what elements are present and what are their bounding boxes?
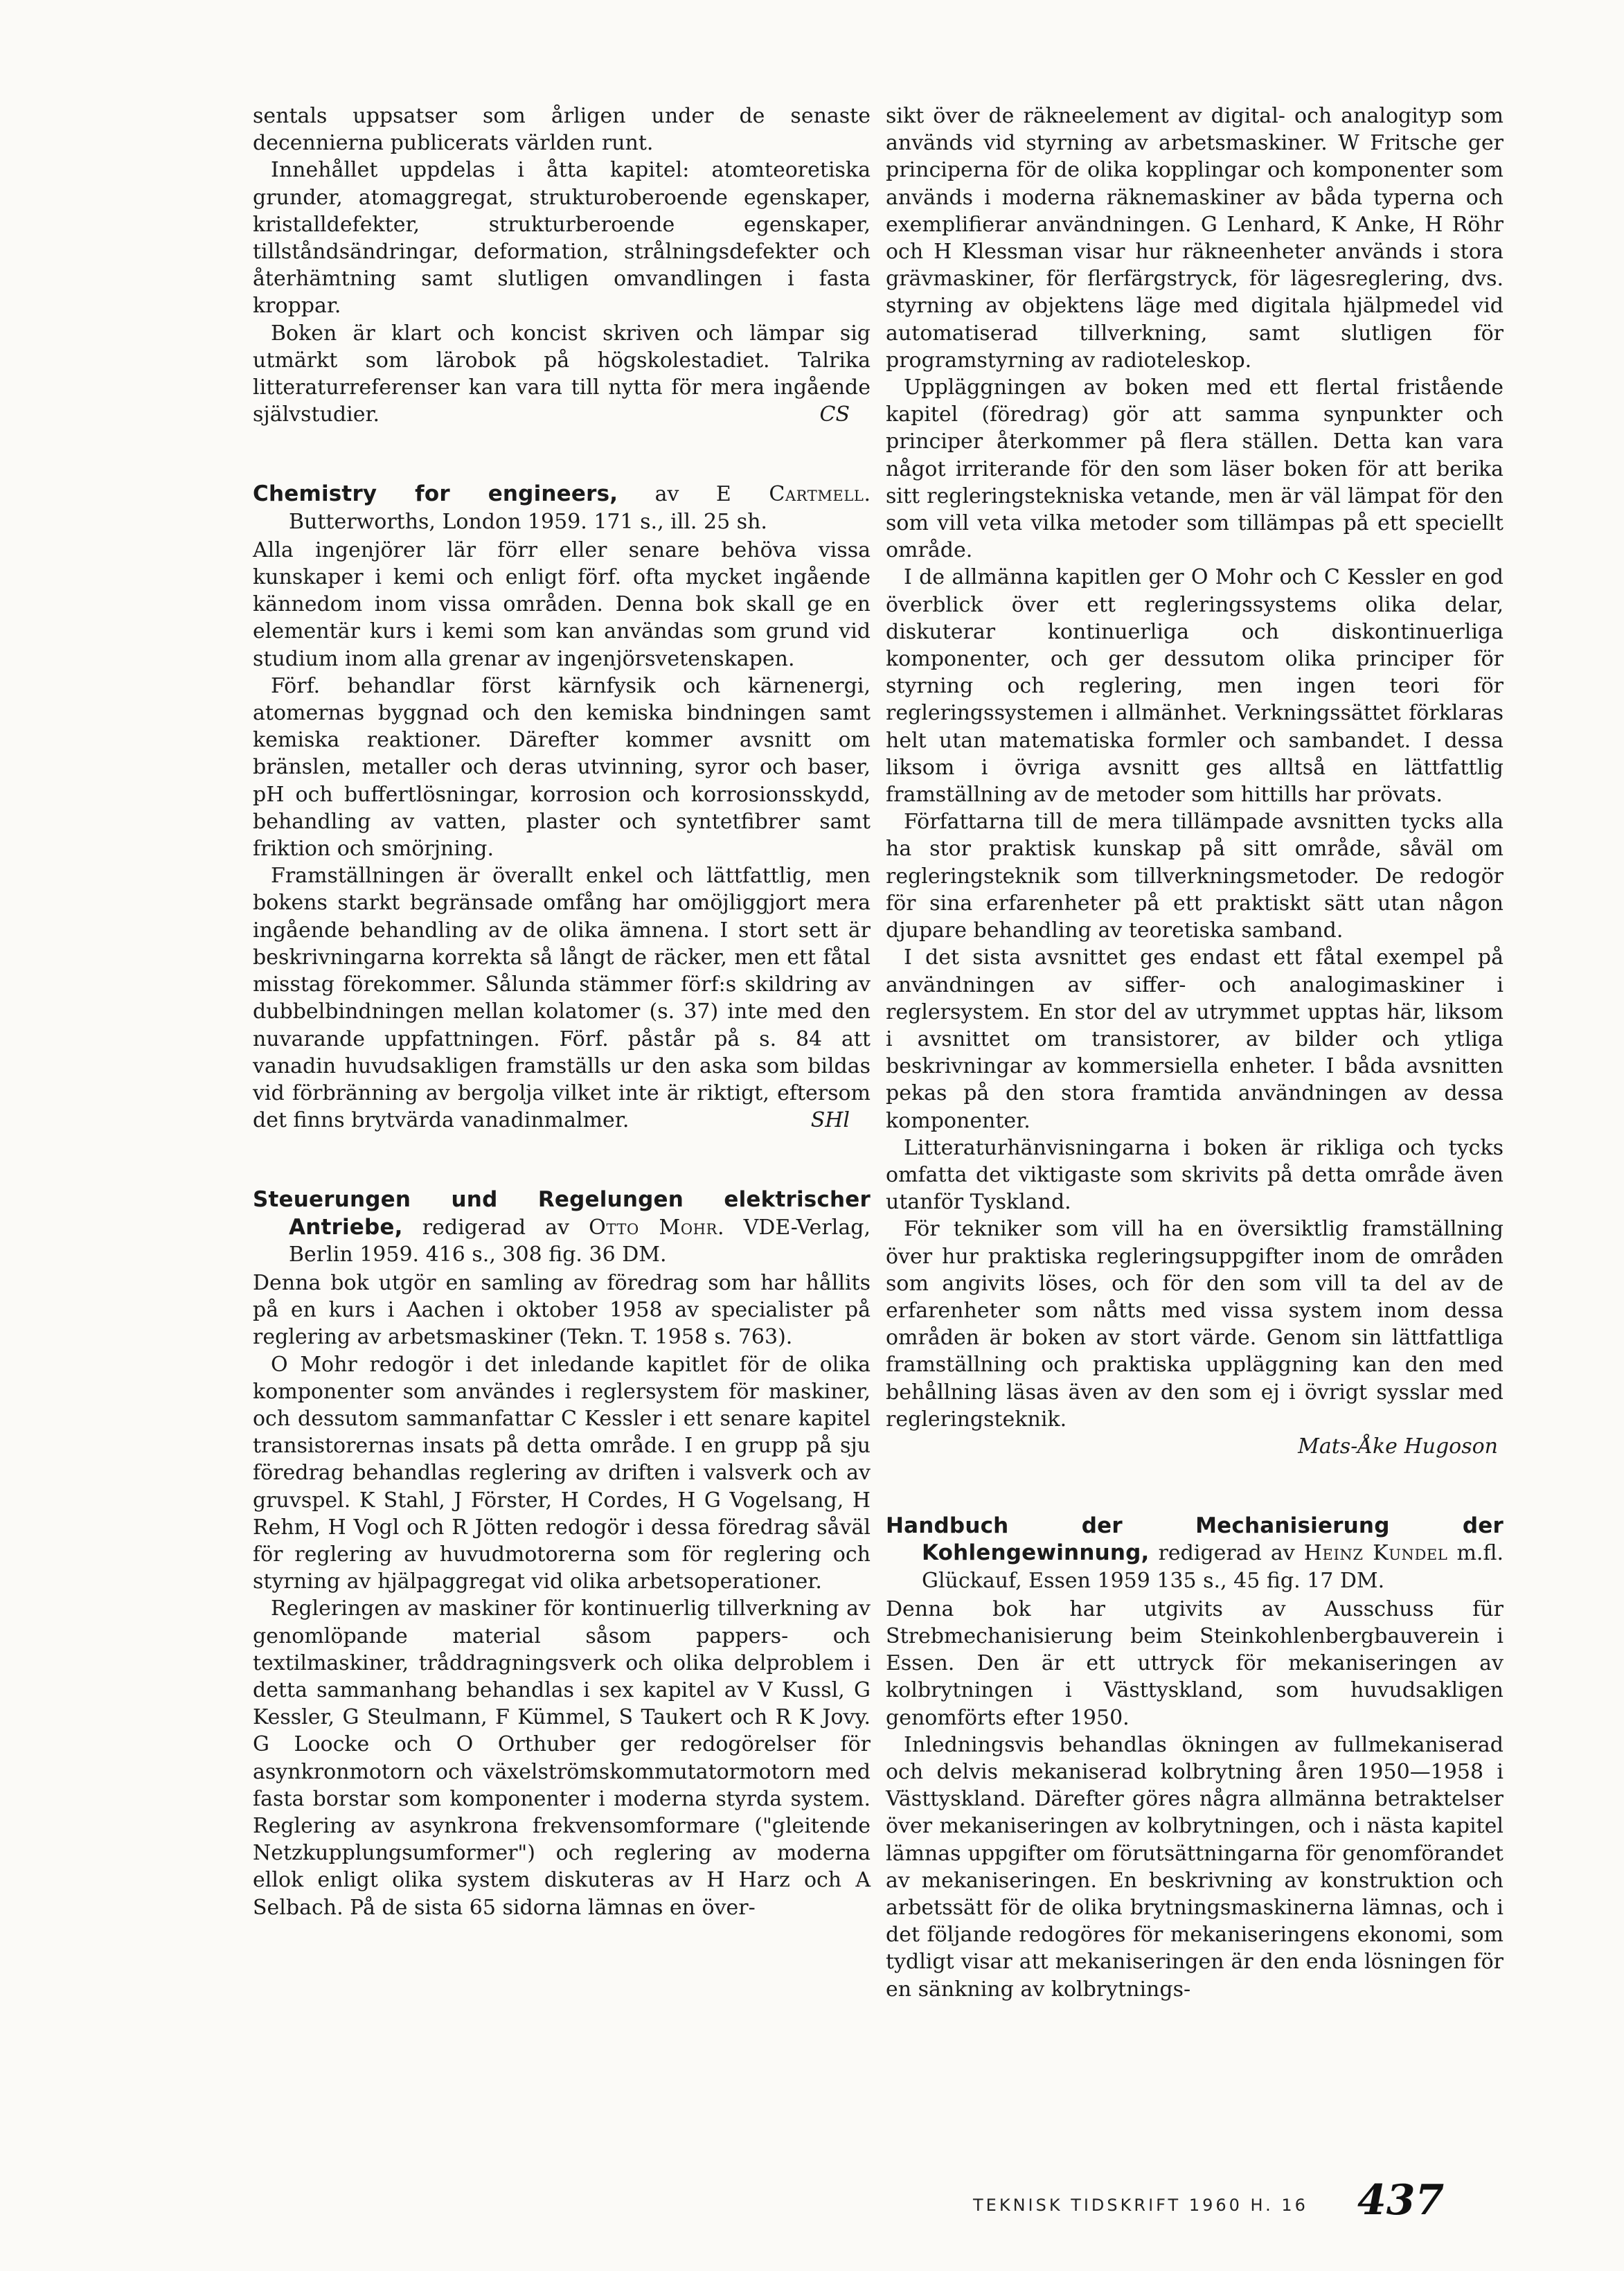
review-chemistry-for-engineers (253, 481, 871, 1134)
review-paragraph: Regleringen av maskiner för kontinuerlig tillverkning av genomlöpande material såsom pappers- och textilmaskiner, tråddragningsverk och olika delproblem i detta sammanhang behandlas i sex kapitel av V Kussl, G Kessler, G Steulmann, F Kümmel, S Taukert och R K Jovy. G Loocke och O Orthuber ger redogörelser för asynkronmotorn och växelströmskommutatormotorn med fasta borstar som komponenter i moderna styrda system. Reglering av asynkrona frekvensomformare ("gleitende Netzkupplungsumformer") och reglering av moderna ellok enligt olika system diskuteras av H Harz och A Selbach. På de sista 65 sidorna lämnas en över- (253, 1596, 871, 1920)
book-author: E Cartmell (715, 482, 864, 507)
continued-paragraph: För tekniker som vill ha en översiktlig framställning över hur praktiska regleringsuppgifter inom de områden som angivits löses, och för den som vill ta del av de erfarenheter som nåtts med vissa system inom dessa områden är boken av stort värde. Genom sin lättfattliga framställning och praktiska uppläggning kan den med behållning läsas även av den som ej i övrigt sysslar med regleringsteknik. (886, 1217, 1503, 1432)
reviewer-signature: SHl (810, 1108, 850, 1133)
review-paragraph: Förf. behandlar först kärnfysik och kärnenergi, atomernas byggnad och den kemiska bindningen samt kemiska reaktioner. Därefter kommer avsnitt om bränslen, metaller och deras utvinning, syror och baser, pH och buffertlösningar, korrosion och korrosionsskydd, behandling av vatten, plaster och syntetfibrer samt friktion och smörjning. (253, 673, 871, 862)
journal-footer: TEKNISK TIDSKRIFT 1960 H. 16 (973, 2196, 1308, 2215)
book-title: Chemistry for engineers, (253, 481, 618, 507)
publication-info: m.fl. Glückauf, Essen 1959 135 s., 45 fig. 17 DM. (922, 1541, 1503, 1593)
review-paragraph (253, 862, 871, 1134)
continued-paragraph: I det sista avsnittet ges endast ett fåtal exempel på användningen av siffer- och analogimaskiner i reglersystem. En stor del av utrymmet upptas här, liksom i avsnittet om transistorer, av bilder och ytliga beskrivningar av kommersiella enheter. I båda avsnitten pekas på den stora framtida användningen av dessa komponenter. (886, 945, 1503, 1133)
book-author: Heinz Kundel (1303, 1541, 1448, 1566)
review-paragraph: Alla ingenjörer lär förr eller senare behöva vissa kunskaper i kemi och enligt förf. ofta mycket ingående kännedom inom vissa områden. Denna bok skall ge en elementär kurs i kemi som kan användas som grund vid studium inom alla grenar av ingenjörsvetenskapen. (253, 537, 871, 671)
review-paragraph: Denna bok har utgivits av Ausschuss für Strebmechanisierung beim Steinkohlenbergbauverein i Essen. Den är ett uttryck för mekaniseringen av kolbrytningen i Västtyskland, som huvudsakligen genomförts efter 1950. (886, 1596, 1503, 1730)
reviewer-signature: Mats-Åke Hugoson (1298, 1434, 1498, 1459)
publication-info: . VDE-Verlag, Berlin 1959. 416 s., 308 fig. 36 DM. (289, 1215, 871, 1267)
publication-info: . Butterworths, London 1959. 171 s., ill. 25 sh. (289, 482, 871, 534)
continued-paragraph: Litteraturhänvisningarna i boken är rikliga och tycks omfatta det viktigaste som skrivits på detta område även utanför Tyskland. (886, 1135, 1503, 1215)
page-number: 437 (1357, 2176, 1445, 2225)
review-heading (886, 1513, 1503, 1594)
continued-paragraph: sikt över de räkneelement av digital- och analogityp som används vid styrning av arbetsmaskiner. W Fritsche ger principerna för de olika kopplingar och komponenter som används i moderna räknemaskiner av båda typerna och exemplifierar användningen. G Lenhard, K Anke, H Röhr och H Klessman visar hur räkneenheter används i stora grävmaskiner, för flerfärgstryck, för lägesreglering, dvs. styrning av objektens läge med digitala hjälpmedel vid automatiserad tillverkning, samt slutligen för programstyrning av radioteleskop. (886, 104, 1503, 373)
continued-paragraph: Uppläggningen av boken med ett flertal fristående kapitel (föredrag) gör att samma synpunkter och principer återkommer på flera ställen. Detta kan vara något irriterande för den som läser boken för att berika sitt regleringstekniska vetande, men är väl lämpat för den som vill veta vilka metoder som tillämpas på ett speciellt område. (886, 375, 1503, 563)
intro-signature: CS (819, 402, 850, 427)
review-paragraph-text: Framställningen är överallt enkel och lättfattlig, men bokens starkt begränsade omfång har omöjliggjort mera ingående behandling av de olika ämnena. I stort sett är beskrivningarna korrekta så långt de räcker, men ett fåtal misstag förekommer. Sålunda stämmer förf:s skildring av dubbelbindningen mellan kolatomer (s. 37) inte med den nuvarande uppfattningen. Förf. påstår på s. 84 att vanadin huvudsakligen framställs ur den aska som bildas vid förbränning av bergolja vilket inte är riktigt, eftersom det finns brytvärda vanadinmalmer. (253, 864, 871, 1133)
intro-paragraph-3 (253, 320, 871, 429)
intro-paragraph-2: Innehållet uppdelas i åtta kapitel: atomteoretiska grunder, atomaggregat, strukturoberoende egenskaper, kristalldefekter, strukturberoende egenskaper, tillståndsändringar, deformation, strålningsdefekter och återhämtning samt slutligen omvandlingen i fasta kroppar. (253, 158, 871, 319)
meta-prefix: redigerad av (1158, 1541, 1295, 1566)
review-heading (253, 481, 871, 535)
book-author: Otto Mohr (589, 1215, 717, 1240)
meta-prefix: redigerad av (422, 1215, 570, 1240)
review-steuerungen (253, 1186, 871, 1921)
review-paragraph: O Mohr redogör i det inledande kapitlet för de olika komponenter som användes i reglersystem för maskiner, och dessutom sammanfattar C Kessler i ett senare kapitel transistorernas insats på detta område. I en grupp på sju föredrag behandlas reglering av driften i valsverk och av gruvspel. K Stahl, J Förster, H Cordes, H G Vogelsang, H Rehm, H Vogl och R Jötten redogör i dessa föredrag såväl för reglering av huvudmotorerna som för reglering och styrning av hjälpaggregat vid olika arbetsoperationer. (253, 1352, 871, 1594)
intro-paragraph-3-text: Boken är klart och koncist skriven och lämpar sig utmärkt som lärobok på högskolestadiet. Talrika litteraturreferenser kan vara till nytta för mera ingående självstudier. (253, 321, 871, 427)
left-column (253, 103, 871, 1921)
right-column (886, 103, 1503, 2003)
continued-paragraph: I de allmänna kapitlen ger O Mohr och C Kessler en god överblick över ett regleringssystems olika delar, diskuterar kontinuerliga och diskontinuerliga komponenter, och ger dessutom olika principer för styrning och reglering, men ingen teori för regleringssystemen i allmänhet. Verkningssättet förklaras helt utan matematiska formler och sambandet. I dessa liksom i övriga avsnitt ges alltså en lättfattlig framställning av de metoder som hittills har prövats. (886, 565, 1503, 808)
review-handbuch-kohlengewinnung (886, 1513, 1503, 2003)
book-title: Steuerungen und Regelungen elektrischer Antriebe, (253, 1187, 871, 1240)
meta-prefix: av (654, 482, 679, 507)
review-paragraph: Inledningsvis behandlas ökningen av fullmekaniserad och delvis mekaniserad kolbrytning åren 1950—1958 i Västtyskland. Därefter göres några allmänna betraktelser över mekaniseringen av kolbrytningen, och i nästa kapitel lämnas uppgifter om förutsättningarna för genomförandet av mekaniseringen. En beskrivning av konstruktion och arbetssätt för de olika brytningsmaskinerna lämnas, och i det följande redogöres för mekaniseringens ekonomi, som tydligt visar att mekaniseringen är den enda lösningen för en sänkning av kolbrytnings- (886, 1732, 1503, 2002)
review-paragraph: Denna bok utgör en samling av föredrag som har hållits på en kurs i Aachen i oktober 1958 av specialister på reglering av arbetsmaskiner (Tekn. T. 1958 s. 763). (253, 1270, 871, 1350)
review-heading (253, 1186, 871, 1268)
intro-paragraph-1: sentals uppsatser som årligen under de senaste decennierna publicerats världen runt. (253, 104, 871, 156)
continued-paragraph: Författarna till de mera tillämpade avsnitten tycks alla ha stor praktisk kunskap på sitt område, såväl om regleringsteknik som tillverkningsmetoder. De redogör för sina erfarenheter på ett praktiskt sätt utan någon djupare behandling av teoretiska samband. (886, 810, 1503, 943)
book-title: Handbuch der Mechanisierung der Kohlengewinnung, (886, 1513, 1503, 1566)
